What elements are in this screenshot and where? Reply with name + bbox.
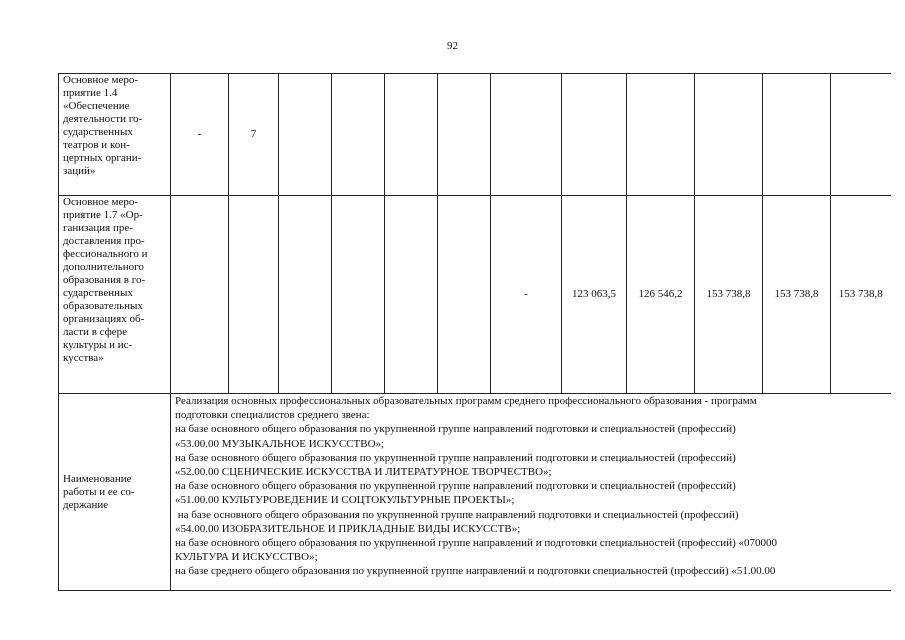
page-number: 92 — [447, 40, 458, 52]
table-row — [59, 394, 891, 591]
table-cell: - — [491, 196, 562, 394]
table-cell — [332, 74, 385, 196]
table-cell — [491, 74, 562, 196]
table-cell — [562, 74, 627, 196]
table-cell: 153 738,8 — [831, 196, 891, 394]
table-cell — [695, 74, 763, 196]
table-row — [59, 196, 891, 394]
table-cell: 126 546,2 — [627, 196, 695, 394]
row-label-event-1-7: Основное меро- приятие 1.7 «Ор- ганизация пре- доставления про- фессионального и дополнительного образования в го- сударственных образовательных организациях об- ласти в сфере культуры и ис- кусства» — [59, 196, 171, 394]
table-cell — [385, 196, 438, 394]
budget-table — [58, 73, 891, 591]
row-label-event-1-4: Основное меро- приятие 1.4 «Обеспечение деятельности го- сударственных театров и кон- цертных органи- заций» — [59, 74, 171, 196]
table-row — [59, 74, 891, 196]
table-cell: 153 738,8 — [763, 196, 831, 394]
table-cell: 123 063,5 — [562, 196, 627, 394]
work-name-label: Наименование работы и ее со- держание — [59, 394, 171, 591]
table-cell — [438, 74, 491, 196]
table-cell — [279, 196, 332, 394]
table-cell — [831, 74, 891, 196]
table-cell — [332, 196, 385, 394]
table-cell: 153 738,8 — [695, 196, 763, 394]
table-cell — [763, 74, 831, 196]
table-cell: - — [171, 74, 229, 196]
table-cell: 7 — [229, 74, 279, 196]
table-cell — [171, 196, 229, 394]
table-cell — [279, 74, 332, 196]
work-description: Реализация основных профессиональных образовательных программ среднего профессионального образования - программ подготовки специалистов среднего звена: на базе основного общего образования по укрупненной группе направлений подготовки и специальностей (профессий) «53.00.00 МУЗЫКАЛЬНОЕ ИСКУССТВО»; на базе основного общего образования по укрупненной группе направлений подготовки и специальностей (профессий) «52.00.00 СЦЕНИЧЕСКИЕ ИСКУССТВА И ЛИТЕРАТУРНОЕ ТВОРЧЕСТВО»; на базе основного общего образования по укрупненной группе направлений подготовки и специальностей (профессий) «51.00.00 КУЛЬТУРОВЕДЕНИЕ И СОЦТОКУЛЬТУРНЫЕ ПРОЕКТЫ»; на базе основного общего образования по укрупненной группе направлений подготовки и специальностей (профессий) «54.00.00 ИЗОБРАЗИТЕЛЬНОЕ И ПРИКЛАДНЫЕ ВИДЫ ИСКУССТВ»; на базе основного общего образования по укрупненной группе направлений и подготовки специальностей (профессий) «070000 КУЛЬТУРА И ИСКУССТВО»; на базе среднего общего образования по укрупненной группе направлений и подготовки специальностей (профессий) «51.00.00 — [171, 394, 891, 591]
table-cell — [385, 74, 438, 196]
table-cell — [627, 74, 695, 196]
table-cell — [229, 196, 279, 394]
table-cell — [438, 196, 491, 394]
